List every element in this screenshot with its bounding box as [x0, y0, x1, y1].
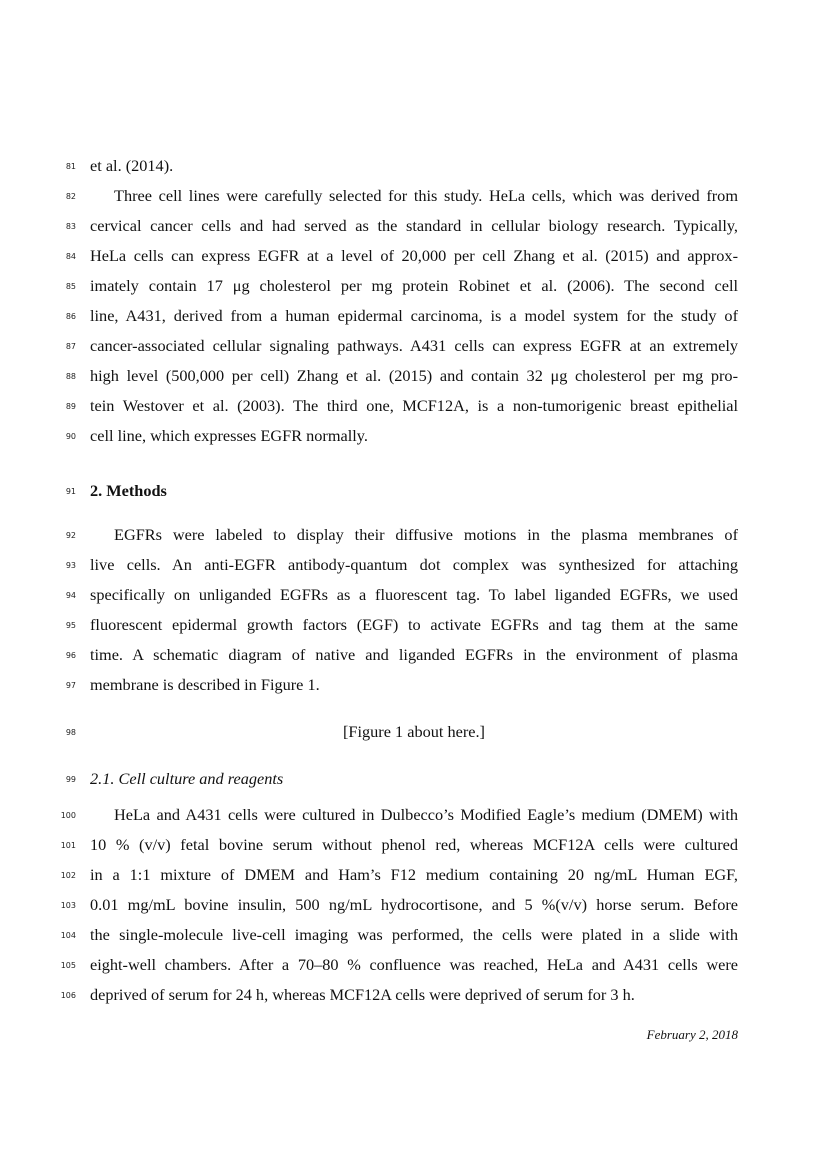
- paragraph-line: imately contain 17 μg cholesterol per mg protein Robinet et al. (2006). The second cell: [90, 276, 738, 295]
- text-line: [0, 644, 827, 666]
- text-line: [0, 924, 827, 946]
- figure-placeholder: [Figure 1 about here.]: [343, 722, 485, 741]
- text-line: [0, 365, 827, 387]
- line-number: 103: [60, 901, 76, 910]
- line-number: 92: [65, 531, 76, 540]
- subsection-heading: 2.1. Cell culture and reagents: [90, 769, 284, 788]
- line-number: 90: [65, 432, 76, 441]
- line-number: 105: [60, 961, 76, 970]
- line-number: 96: [65, 651, 76, 660]
- paragraph-line: fluorescent epidermal growth factors (EGF) to activate EGFRs and tag them at the same: [90, 615, 738, 634]
- text-line: [0, 305, 827, 327]
- text-line: [0, 954, 827, 976]
- footer-date: February 2, 2018: [646, 1027, 738, 1042]
- text-line: [0, 275, 827, 297]
- line-number: 83: [65, 222, 76, 231]
- line-number: 85: [65, 282, 76, 291]
- paragraph-line: membrane is described in Figure 1.: [90, 675, 320, 694]
- text-line: [0, 155, 827, 177]
- line-number: 101: [60, 841, 76, 850]
- text-line: [0, 894, 827, 916]
- paragraph-line: cancer-associated cellular signaling pathways. A431 cells can express EGFR at an extremely: [90, 336, 738, 355]
- line-number: 91: [65, 487, 76, 496]
- paragraph-line: in a 1:1 mixture of DMEM and Ham’s F12 medium containing 20 ng/mL Human EGF,: [90, 865, 738, 884]
- paragraph-line: live cells. An anti-EGFR antibody-quantum dot complex was synthesized for attaching: [90, 555, 738, 574]
- paragraph-line: deprived of serum for 24 h, whereas MCF12A cells were deprived of serum for 3 h.: [90, 985, 635, 1004]
- figure-placeholder-line: [0, 721, 827, 743]
- paragraph-line: 10 % (v/v) fetal bovine serum without phenol red, whereas MCF12A cells were cultured: [90, 835, 738, 854]
- line-number: 102: [60, 871, 76, 880]
- text-line: [0, 614, 827, 636]
- paragraph-line: Three cell lines were carefully selected for this study. HeLa cells, which was derived from: [114, 186, 738, 205]
- line-number: 81: [65, 162, 76, 171]
- text-line: [0, 584, 827, 606]
- section-heading: 2. Methods: [90, 481, 167, 500]
- text-line: [0, 185, 827, 207]
- text-line: [0, 215, 827, 237]
- section-heading-line: [0, 480, 827, 502]
- text-line: [0, 335, 827, 357]
- line-number: 93: [65, 561, 76, 570]
- text-line: [0, 864, 827, 886]
- line-number: 97: [65, 681, 76, 690]
- paragraph-line: et al. (2014).: [90, 156, 174, 175]
- paragraph-line: specifically on unliganded EGFRs as a fluorescent tag. To label liganded EGFRs, we used: [90, 585, 738, 604]
- paragraph-line: tein Westover et al. (2003). The third one, MCF12A, is a non-tumorigenic breast epithelial: [90, 396, 738, 415]
- text-line: [0, 554, 827, 576]
- line-number: 104: [60, 931, 76, 940]
- line-number: 86: [65, 312, 76, 321]
- line-number: 94: [65, 591, 76, 600]
- text-line: [0, 834, 827, 856]
- paragraph-line: eight-well chambers. After a 70–80 % confluence was reached, HeLa and A431 cells were: [90, 955, 738, 974]
- line-number: 99: [65, 775, 76, 784]
- paragraph-line: time. A schematic diagram of native and liganded EGFRs in the environment of plasma: [90, 645, 738, 664]
- line-number: 106: [60, 991, 76, 1000]
- paragraph-line: cell line, which expresses EGFR normally.: [90, 426, 368, 445]
- line-number: 100: [60, 811, 76, 820]
- paragraph-line: the single-molecule live-cell imaging was performed, the cells were plated in a slide with: [90, 925, 738, 944]
- paragraph-line: HeLa and A431 cells were cultured in Dulbecco’s Modified Eagle’s medium (DMEM) with: [114, 805, 738, 824]
- line-number: 84: [65, 252, 76, 261]
- line-number: 98: [65, 728, 76, 737]
- text-line: [0, 674, 827, 696]
- text-line: [0, 524, 827, 546]
- paragraph-line: line, A431, derived from a human epidermal carcinoma, is a model system for the study of: [90, 306, 738, 325]
- text-line: [0, 245, 827, 267]
- paragraph-line: cervical cancer cells and had served as the standard in cellular biology research. Typically,: [90, 216, 738, 235]
- text-line: [0, 395, 827, 417]
- text-line: [0, 984, 827, 1006]
- text-line: [0, 425, 827, 447]
- text-line: [0, 804, 827, 826]
- line-number: 88: [65, 372, 76, 381]
- line-number: 87: [65, 342, 76, 351]
- paragraph-line: 0.01 mg/mL bovine insulin, 500 ng/mL hydrocortisone, and 5 %(v/v) horse serum. Before: [90, 895, 738, 914]
- paragraph-line: EGFRs were labeled to display their diffusive motions in the plasma membranes of: [114, 525, 738, 544]
- paragraph-line: high level (500,000 per cell) Zhang et al. (2015) and contain 32 μg cholesterol per mg pro-: [90, 366, 738, 385]
- line-number: 95: [65, 621, 76, 630]
- paragraph-line: HeLa cells can express EGFR at a level of 20,000 per cell Zhang et al. (2015) and approx-: [90, 246, 738, 265]
- subsection-heading-line: [0, 768, 827, 790]
- line-number: 82: [65, 192, 76, 201]
- line-number: 89: [65, 402, 76, 411]
